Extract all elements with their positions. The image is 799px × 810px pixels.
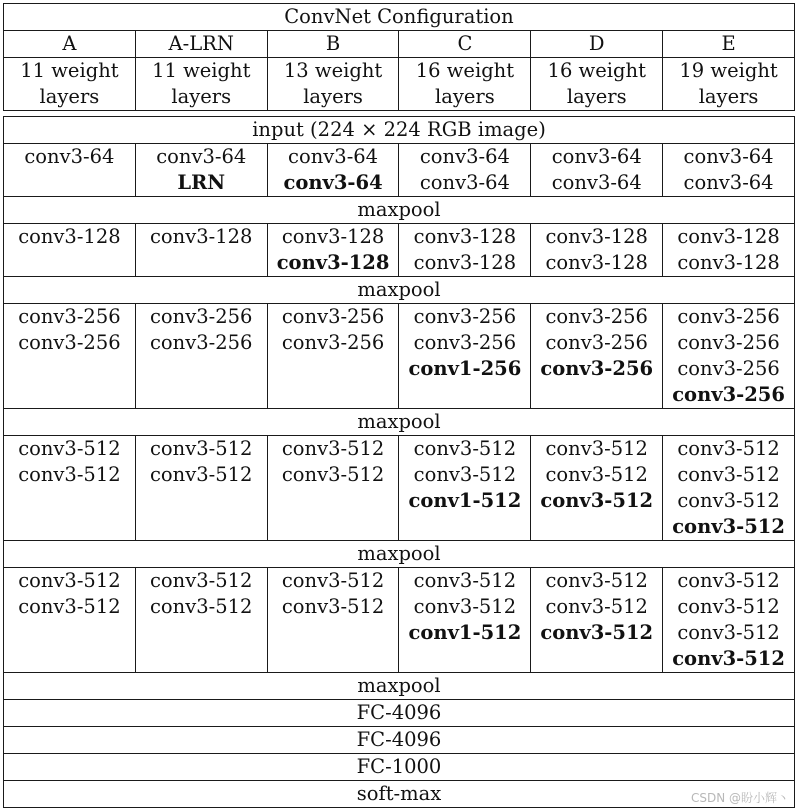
config-cell: [135, 224, 267, 277]
layer-entry: conv3-512: [545, 569, 648, 592]
layer-entry: conv3-512: [677, 621, 780, 644]
layer-entry: conv3-256: [150, 331, 253, 354]
layer-entry: conv3-512: [18, 569, 121, 592]
layer-entry: conv3-64: [419, 145, 510, 168]
added-layer: conv3-64: [283, 171, 383, 194]
layer-entry: conv3-512: [150, 437, 253, 460]
config-cell: [399, 304, 531, 409]
column-depth: [531, 58, 663, 111]
shared-layer-cell: maxpool: [4, 541, 795, 568]
layer-entry: conv3-512: [677, 437, 780, 460]
layer-row: [4, 700, 795, 727]
config-cell: [267, 304, 399, 409]
layer-entry: conv3-256: [18, 331, 121, 354]
conv-block-row: [4, 224, 795, 277]
depth-line: layers: [171, 85, 232, 108]
added-layer: conv3-256: [540, 357, 654, 380]
config-cell: [135, 304, 267, 409]
config-cell: [399, 224, 531, 277]
layer-entry: conv3-128: [677, 251, 780, 274]
column-name: D: [531, 31, 663, 58]
added-layer: conv3-512: [540, 489, 654, 512]
layer-entry: conv3-512: [413, 463, 517, 486]
layer-entry: conv3-512: [413, 437, 517, 460]
layer-row: [4, 197, 795, 224]
config-cell: [663, 224, 795, 277]
layer-entry: conv3-512: [150, 595, 253, 618]
table-title: ConvNet Configuration: [4, 4, 795, 31]
layer-entry: conv3-256: [677, 331, 780, 354]
shared-layer-cell: FC-1000: [4, 754, 795, 781]
added-layer: conv3-256: [672, 383, 785, 406]
depth-line: layers: [303, 85, 363, 108]
layer-entry: conv3-512: [677, 463, 780, 486]
shared-layer-cell: maxpool: [4, 197, 795, 224]
layer-entry: conv3-256: [677, 357, 780, 380]
added-layer: conv3-128: [276, 251, 390, 274]
depth-line: 13 weight: [283, 59, 383, 82]
layer-entry: conv3-64: [288, 145, 379, 168]
config-cell: [531, 144, 663, 197]
layer-entry: conv3-512: [281, 437, 385, 460]
layer-entry: conv3-512: [18, 595, 121, 618]
layer-entry: conv3-512: [150, 569, 253, 592]
layer-entry: conv3-512: [281, 569, 385, 592]
layer-entry: conv3-128: [281, 225, 385, 248]
depth-line: layers: [39, 85, 100, 108]
config-cell: [4, 436, 136, 541]
layer-entry: conv3-256: [281, 331, 385, 354]
depth-line: 16 weight: [415, 59, 515, 82]
depth-line: 11 weight: [152, 59, 251, 82]
shared-layer-cell: FC-4096: [4, 727, 795, 754]
layer-entry: conv3-512: [413, 569, 517, 592]
config-cell: [531, 304, 663, 409]
config-cell: [399, 436, 531, 541]
config-cell: [663, 304, 795, 409]
layer-entry: conv3-512: [677, 595, 780, 618]
layer-entry: conv3-256: [413, 331, 517, 354]
layer-entry: conv3-64: [551, 145, 642, 168]
layer-entry: conv3-256: [150, 305, 253, 328]
conv-block-row: [4, 568, 795, 673]
column-depth: [663, 58, 795, 111]
layer-entry: conv3-64: [683, 145, 774, 168]
conv-block-row: [4, 304, 795, 409]
column-name: E: [663, 31, 795, 58]
shared-layer-cell: maxpool: [4, 277, 795, 304]
layer-entry: conv3-256: [545, 305, 648, 328]
layer-entry: conv3-64: [156, 145, 247, 168]
config-cell: [4, 304, 136, 409]
config-cell: [267, 224, 399, 277]
config-cell: [4, 224, 136, 277]
layer-row: [4, 727, 795, 754]
column-name: C: [399, 31, 531, 58]
layer-entry: conv3-256: [18, 305, 121, 328]
layer-entry: conv3-512: [545, 437, 648, 460]
layer-entry: conv3-512: [677, 489, 780, 512]
shared-layer-cell: maxpool: [4, 409, 795, 436]
config-cell: [267, 144, 399, 197]
config-cell: [531, 224, 663, 277]
layer-entry: conv3-128: [18, 225, 121, 248]
config-cell: [4, 568, 136, 673]
layer-row: [4, 541, 795, 568]
layer-entry: conv3-128: [545, 251, 648, 274]
column-depth: [399, 58, 531, 111]
config-cell: [663, 436, 795, 541]
config-cell: [399, 144, 531, 197]
layer-entry: conv3-128: [413, 251, 517, 274]
layer-entry: conv3-128: [413, 225, 517, 248]
layer-entry: conv3-256: [677, 305, 780, 328]
added-layer: LRN: [177, 171, 226, 194]
layer-entry: conv3-256: [413, 305, 517, 328]
layer-entry: conv3-512: [18, 437, 121, 460]
added-layer: conv1-512: [408, 621, 522, 644]
shared-layer-cell: soft-max: [4, 781, 795, 808]
layer-entry: conv3-128: [545, 225, 648, 248]
depth-line: layers: [698, 85, 759, 108]
layer-entry: conv3-64: [419, 171, 510, 194]
config-body-table: [3, 116, 795, 808]
layer-entry: conv3-512: [18, 463, 121, 486]
layer-entry: conv3-512: [545, 463, 648, 486]
config-cell: [663, 568, 795, 673]
layer-row: [4, 781, 795, 808]
conv-block-row: [4, 144, 795, 197]
added-layer: conv1-256: [408, 357, 522, 380]
added-layer: conv3-512: [672, 515, 785, 538]
config-cell: [267, 436, 399, 541]
config-cell: [135, 436, 267, 541]
config-cell: [135, 568, 267, 673]
config-cell: [531, 436, 663, 541]
layer-entry: conv3-512: [281, 463, 385, 486]
layer-entry: conv3-128: [150, 225, 253, 248]
layer-entry: conv3-256: [545, 331, 648, 354]
config-cell: [399, 568, 531, 673]
depth-line: 19 weight: [679, 59, 778, 82]
column-depth: [135, 58, 267, 111]
layer-row: [4, 754, 795, 781]
depth-line: layers: [566, 85, 627, 108]
input-layer-cell: input (224 × 224 RGB image): [4, 117, 795, 144]
added-layer: conv3-512: [672, 647, 785, 670]
layer-entry: conv3-512: [150, 463, 253, 486]
depth-line: 11 weight: [20, 59, 119, 82]
config-cell: [4, 144, 136, 197]
conv-block-row: [4, 436, 795, 541]
layer-row: [4, 409, 795, 436]
added-layer: conv1-512: [408, 489, 522, 512]
config-cell: [531, 568, 663, 673]
shared-layer-cell: maxpool: [4, 673, 795, 700]
shared-layer-cell: FC-4096: [4, 700, 795, 727]
column-depth: [4, 58, 136, 111]
layer-row: [4, 277, 795, 304]
layer-entry: conv3-512: [281, 595, 385, 618]
layer-row: [4, 117, 795, 144]
config-cell: [663, 144, 795, 197]
added-layer: conv3-512: [540, 621, 654, 644]
layer-row: [4, 673, 795, 700]
config-header-table: [3, 3, 795, 111]
watermark-text: CSDN @盼小辉丶: [690, 791, 789, 805]
depth-line: 16 weight: [547, 59, 646, 82]
column-depth: [267, 58, 399, 111]
layer-entry: conv3-512: [413, 595, 517, 618]
layer-entry: conv3-512: [545, 595, 648, 618]
column-name: A: [4, 31, 136, 58]
column-name: A-LRN: [135, 31, 267, 58]
layer-entry: conv3-256: [281, 305, 385, 328]
layer-entry: conv3-64: [683, 171, 774, 194]
layer-entry: conv3-512: [677, 569, 780, 592]
config-cell: [267, 568, 399, 673]
layer-entry: conv3-64: [551, 171, 642, 194]
column-name: B: [267, 31, 399, 58]
layer-entry: conv3-128: [677, 225, 780, 248]
config-cell: [135, 144, 267, 197]
depth-line: layers: [435, 85, 495, 108]
layer-entry: conv3-64: [24, 145, 115, 168]
